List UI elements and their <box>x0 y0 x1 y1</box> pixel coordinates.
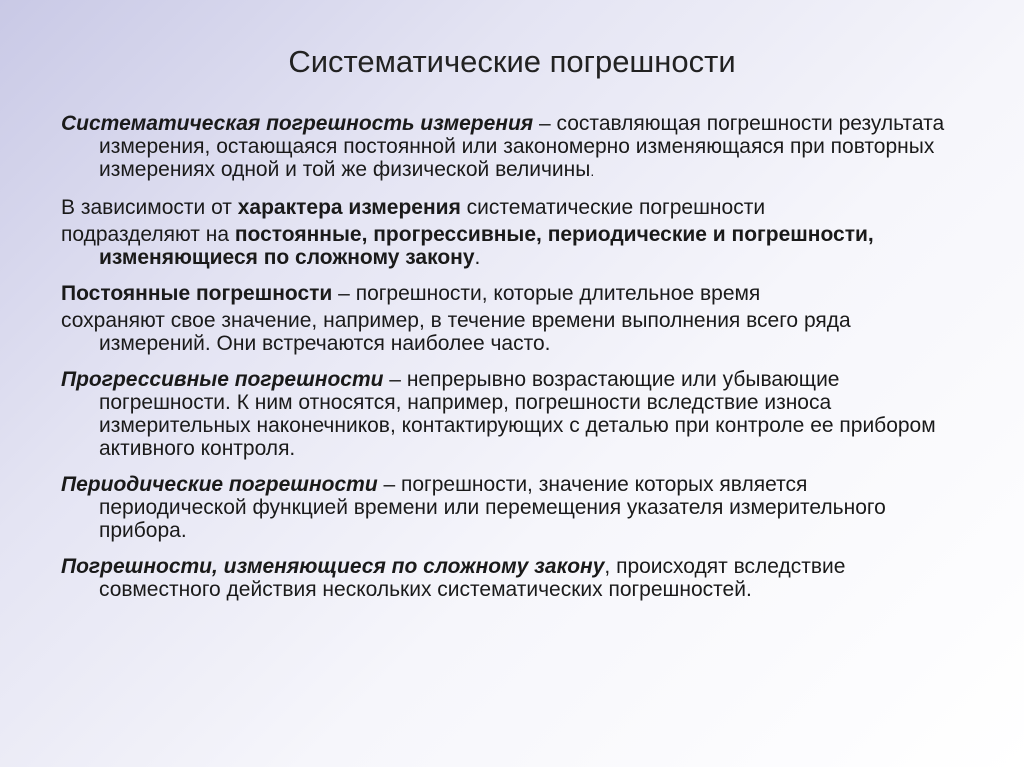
progressive-errors-text: – непрерывно возрастающие или убывающие погрешности. К ним относятся, например, погрешности вследствие износа измерительных наконечников, контактирующих с деталью при контроле ее прибором активного контроля. <box>99 368 936 460</box>
term-error-types: постоянные, прогрессивные, периодические и погрешности, изменяющиеся по сложному закону <box>99 223 874 269</box>
complex-law-errors-text: , происходят вследствие совместного действия нескольких систематических погрешностей. <box>99 555 846 601</box>
slide-title: Систематические погрешности <box>288 44 736 79</box>
paragraph-classification-intro <box>61 196 946 219</box>
term-complex-law-errors: Погрешности, изменяющиеся по сложному закону <box>61 555 605 578</box>
paragraph-constant-errors-continued <box>61 309 946 355</box>
term-progressive-errors: Прогрессивные погрешности <box>61 368 384 391</box>
constant-errors-continued-text: сохраняют свое значение, например, в течение времени выполнения всего ряда измерений. Они встречаются наиболее часто. <box>61 309 851 355</box>
periodic-errors-text: – погрешности, значение которых является периодической функцией времени или перемещения указателя измерительного прибора. <box>99 473 886 542</box>
period-mark: . <box>474 246 481 269</box>
slide-body <box>61 112 946 614</box>
term-periodic-errors: Периодические погрешности <box>61 473 378 496</box>
definition-text: – составляющая погрешности результата измерения, остающаяся постоянной или закономерно изменяющаяся при повторных измерениях одной и той же физической величины <box>99 112 945 181</box>
intro-text-after: систематические погрешности <box>460 196 766 219</box>
paragraph-progressive-errors <box>61 368 946 460</box>
period-mark: . <box>590 163 595 179</box>
paragraph-classification-list <box>61 223 946 269</box>
classification-text: подразделяют на <box>61 223 235 246</box>
paragraph-periodic-errors <box>61 473 946 542</box>
term-systematic-error: Систематическая погрешность измерения <box>61 112 534 135</box>
constant-errors-text: – погрешности, которые длительное время <box>332 282 761 305</box>
paragraph-systematic-error-definition <box>61 112 946 183</box>
term-measurement-character: характера измерения <box>237 196 461 219</box>
paragraph-complex-law-errors <box>61 555 946 601</box>
paragraph-constant-errors <box>61 282 946 305</box>
term-constant-errors: Постоянные погрешности <box>61 282 333 305</box>
intro-text: В зависимости от <box>61 196 238 219</box>
